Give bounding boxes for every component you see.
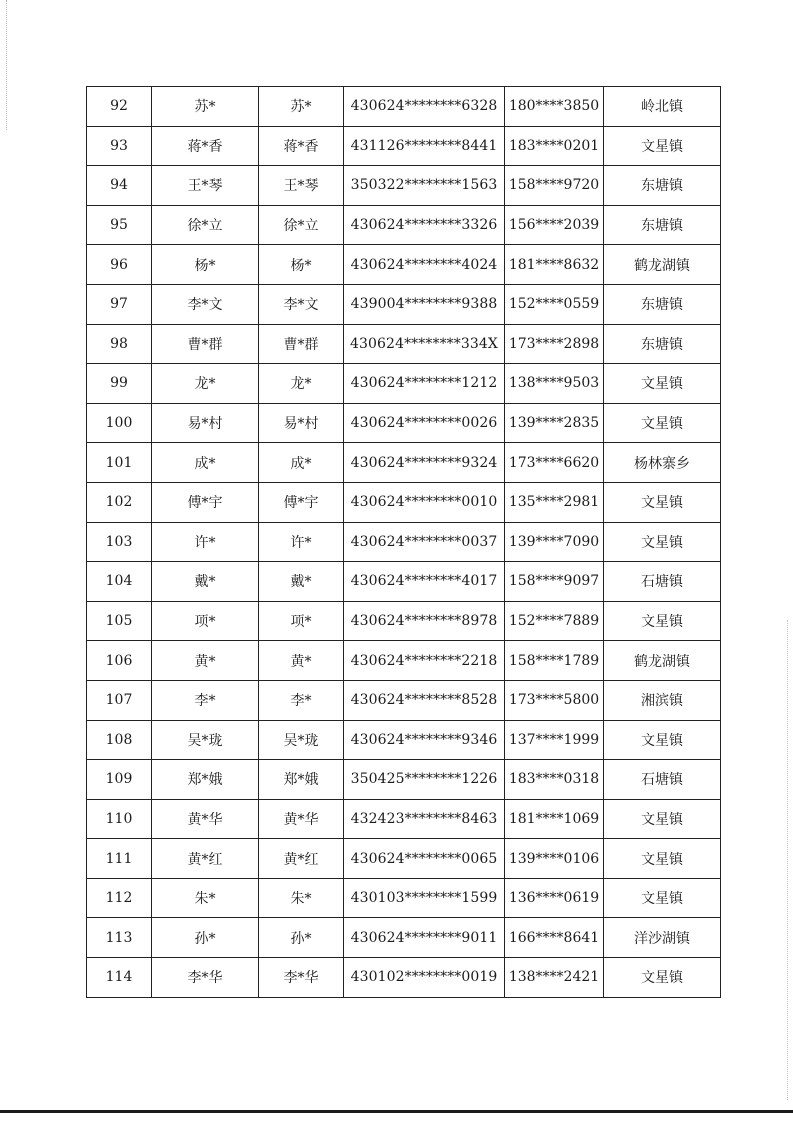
name-confirm-cell: 李*	[259, 680, 344, 720]
name-confirm-cell: 李*文	[259, 284, 344, 324]
name-cell: 苏*	[152, 87, 259, 127]
name-cell: 易*村	[152, 403, 259, 443]
name-cell: 项*	[152, 601, 259, 641]
name-cell: 杨*	[152, 245, 259, 285]
name-cell: 朱*	[152, 878, 259, 918]
phone-cell: 139****2835	[505, 403, 604, 443]
table-row	[87, 878, 721, 918]
table-row	[87, 126, 721, 166]
table-row	[87, 205, 721, 245]
phone-cell: 183****0201	[505, 126, 604, 166]
name-cell: 傅*宇	[152, 482, 259, 522]
name-cell: 徐*立	[152, 205, 259, 245]
row-number-cell: 110	[87, 799, 152, 839]
id-number-cell: 430624********9011	[344, 918, 505, 958]
table-row	[87, 918, 721, 958]
name-cell: 王*琴	[152, 166, 259, 206]
id-number-cell: 430624********0037	[344, 522, 505, 562]
id-number-cell: 430103********1599	[344, 878, 505, 918]
row-number-cell: 111	[87, 839, 152, 879]
phone-cell: 139****0106	[505, 839, 604, 879]
town-cell: 东塘镇	[604, 205, 721, 245]
town-cell: 文星镇	[604, 839, 721, 879]
phone-cell: 158****1789	[505, 641, 604, 681]
name-cell: 戴*	[152, 562, 259, 602]
town-cell: 文星镇	[604, 799, 721, 839]
table-row	[87, 799, 721, 839]
name-confirm-cell: 项*	[259, 601, 344, 641]
name-confirm-cell: 黄*红	[259, 839, 344, 879]
phone-cell: 152****7889	[505, 601, 604, 641]
row-number-cell: 103	[87, 522, 152, 562]
row-number-cell: 114	[87, 958, 152, 998]
roster-table	[86, 86, 721, 998]
name-cell: 黄*红	[152, 839, 259, 879]
table-row	[87, 720, 721, 760]
id-number-cell: 430624********9324	[344, 443, 505, 483]
name-confirm-cell: 李*华	[259, 958, 344, 998]
phone-cell: 137****1999	[505, 720, 604, 760]
town-cell: 文星镇	[604, 720, 721, 760]
table-row	[87, 87, 721, 127]
table-row	[87, 680, 721, 720]
id-number-cell: 432423********8463	[344, 799, 505, 839]
row-number-cell: 108	[87, 720, 152, 760]
phone-cell: 158****9097	[505, 562, 604, 602]
id-number-cell: 439004********9388	[344, 284, 505, 324]
town-cell: 东塘镇	[604, 166, 721, 206]
name-confirm-cell: 王*琴	[259, 166, 344, 206]
id-number-cell: 430624********0065	[344, 839, 505, 879]
name-cell: 成*	[152, 443, 259, 483]
row-number-cell: 107	[87, 680, 152, 720]
phone-cell: 173****2898	[505, 324, 604, 364]
row-number-cell: 102	[87, 482, 152, 522]
town-cell: 东塘镇	[604, 284, 721, 324]
row-number-cell: 100	[87, 403, 152, 443]
id-number-cell: 431126********8441	[344, 126, 505, 166]
town-cell: 湘滨镇	[604, 680, 721, 720]
table-row	[87, 284, 721, 324]
row-number-cell: 96	[87, 245, 152, 285]
town-cell: 文星镇	[604, 878, 721, 918]
row-number-cell: 99	[87, 364, 152, 404]
row-number-cell: 95	[87, 205, 152, 245]
name-confirm-cell: 蒋*香	[259, 126, 344, 166]
row-number-cell: 97	[87, 284, 152, 324]
phone-cell: 139****7090	[505, 522, 604, 562]
town-cell: 鹤龙湖镇	[604, 245, 721, 285]
row-number-cell: 109	[87, 760, 152, 800]
table-row	[87, 364, 721, 404]
town-cell: 文星镇	[604, 126, 721, 166]
name-confirm-cell: 朱*	[259, 878, 344, 918]
name-cell: 蒋*香	[152, 126, 259, 166]
town-cell: 石塘镇	[604, 760, 721, 800]
table-row	[87, 443, 721, 483]
name-confirm-cell: 曹*群	[259, 324, 344, 364]
name-cell: 孙*	[152, 918, 259, 958]
row-number-cell: 92	[87, 87, 152, 127]
name-confirm-cell: 郑*娥	[259, 760, 344, 800]
name-confirm-cell: 吴*珑	[259, 720, 344, 760]
table-row	[87, 522, 721, 562]
name-confirm-cell: 许*	[259, 522, 344, 562]
name-cell: 郑*娥	[152, 760, 259, 800]
phone-cell: 166****8641	[505, 918, 604, 958]
town-cell: 石塘镇	[604, 562, 721, 602]
name-confirm-cell: 戴*	[259, 562, 344, 602]
name-confirm-cell: 苏*	[259, 87, 344, 127]
name-cell: 黄*	[152, 641, 259, 681]
id-number-cell: 430102********0019	[344, 958, 505, 998]
name-confirm-cell: 龙*	[259, 364, 344, 404]
table-row	[87, 482, 721, 522]
row-number-cell: 113	[87, 918, 152, 958]
name-confirm-cell: 易*村	[259, 403, 344, 443]
scan-edge-right	[787, 620, 789, 1100]
name-confirm-cell: 黄*华	[259, 799, 344, 839]
town-cell: 文星镇	[604, 364, 721, 404]
town-cell: 东塘镇	[604, 324, 721, 364]
name-cell: 龙*	[152, 364, 259, 404]
page-bottom-rule	[0, 1110, 793, 1113]
id-number-cell: 430624********8978	[344, 601, 505, 641]
town-cell: 文星镇	[604, 482, 721, 522]
table-row	[87, 839, 721, 879]
town-cell: 文星镇	[604, 958, 721, 998]
scan-edge-left	[6, 0, 8, 130]
name-cell: 吴*珑	[152, 720, 259, 760]
name-confirm-cell: 徐*立	[259, 205, 344, 245]
table-row	[87, 403, 721, 443]
name-confirm-cell: 傅*宇	[259, 482, 344, 522]
phone-cell: 136****0619	[505, 878, 604, 918]
name-confirm-cell: 黄*	[259, 641, 344, 681]
roster-table-body	[87, 87, 721, 998]
name-cell: 黄*华	[152, 799, 259, 839]
phone-cell: 181****1069	[505, 799, 604, 839]
name-cell: 李*华	[152, 958, 259, 998]
id-number-cell: 430624********2218	[344, 641, 505, 681]
name-cell: 李*文	[152, 284, 259, 324]
name-confirm-cell: 杨*	[259, 245, 344, 285]
phone-cell: 181****8632	[505, 245, 604, 285]
phone-cell: 173****6620	[505, 443, 604, 483]
town-cell: 杨林寨乡	[604, 443, 721, 483]
row-number-cell: 106	[87, 641, 152, 681]
town-cell: 文星镇	[604, 522, 721, 562]
row-number-cell: 101	[87, 443, 152, 483]
name-cell: 曹*群	[152, 324, 259, 364]
id-number-cell: 430624********6328	[344, 87, 505, 127]
phone-cell: 135****2981	[505, 482, 604, 522]
row-number-cell: 93	[87, 126, 152, 166]
name-confirm-cell: 成*	[259, 443, 344, 483]
id-number-cell: 430624********334X	[344, 324, 505, 364]
roster-table-wrap	[86, 86, 721, 998]
row-number-cell: 94	[87, 166, 152, 206]
id-number-cell: 430624********0010	[344, 482, 505, 522]
id-number-cell: 430624********4024	[344, 245, 505, 285]
id-number-cell: 430624********4017	[344, 562, 505, 602]
id-number-cell: 430624********3326	[344, 205, 505, 245]
id-number-cell: 350425********1226	[344, 760, 505, 800]
town-cell: 洋沙湖镇	[604, 918, 721, 958]
table-row	[87, 760, 721, 800]
table-row	[87, 641, 721, 681]
id-number-cell: 350322********1563	[344, 166, 505, 206]
town-cell: 文星镇	[604, 601, 721, 641]
phone-cell: 138****9503	[505, 364, 604, 404]
town-cell: 岭北镇	[604, 87, 721, 127]
name-cell: 许*	[152, 522, 259, 562]
town-cell: 文星镇	[604, 403, 721, 443]
name-confirm-cell: 孙*	[259, 918, 344, 958]
table-row	[87, 324, 721, 364]
table-row	[87, 601, 721, 641]
phone-cell: 152****0559	[505, 284, 604, 324]
phone-cell: 138****2421	[505, 958, 604, 998]
row-number-cell: 105	[87, 601, 152, 641]
table-row	[87, 958, 721, 998]
phone-cell: 180****3850	[505, 87, 604, 127]
id-number-cell: 430624********0026	[344, 403, 505, 443]
id-number-cell: 430624********1212	[344, 364, 505, 404]
table-row	[87, 245, 721, 285]
phone-cell: 183****0318	[505, 760, 604, 800]
id-number-cell: 430624********8528	[344, 680, 505, 720]
row-number-cell: 98	[87, 324, 152, 364]
table-row	[87, 562, 721, 602]
phone-cell: 156****2039	[505, 205, 604, 245]
row-number-cell: 104	[87, 562, 152, 602]
phone-cell: 158****9720	[505, 166, 604, 206]
name-cell: 李*	[152, 680, 259, 720]
id-number-cell: 430624********9346	[344, 720, 505, 760]
town-cell: 鹤龙湖镇	[604, 641, 721, 681]
row-number-cell: 112	[87, 878, 152, 918]
table-row	[87, 166, 721, 206]
phone-cell: 173****5800	[505, 680, 604, 720]
